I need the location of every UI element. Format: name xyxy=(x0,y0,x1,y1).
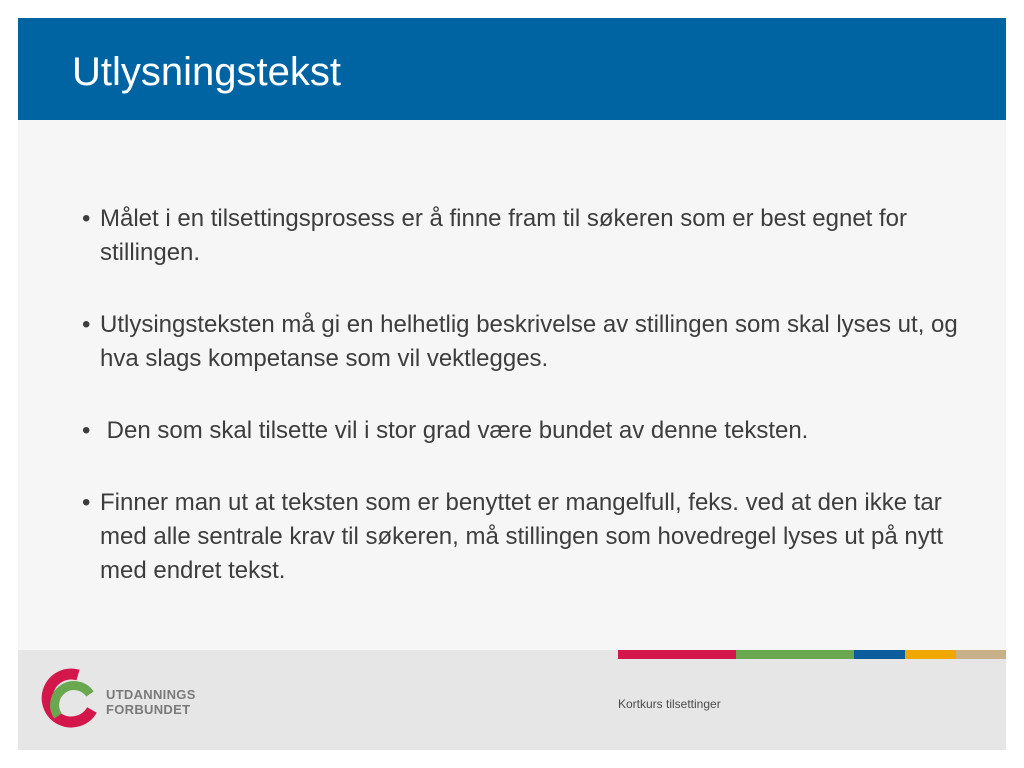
utdanningsforbundet-logo-icon xyxy=(38,666,102,730)
bullet-icon: • xyxy=(82,205,91,232)
footer-label: Kortkurs tilsettinger xyxy=(618,697,721,711)
logo-wordmark xyxy=(106,687,196,717)
bullet-icon: • xyxy=(82,417,91,444)
color-strip-green xyxy=(736,650,854,659)
title-bar xyxy=(18,18,1006,120)
slide-title: Utlysningstekst xyxy=(72,50,341,94)
slide xyxy=(18,18,1006,750)
bullet-list xyxy=(78,202,978,626)
color-strip-blue xyxy=(854,650,905,659)
bullet-item xyxy=(78,414,978,448)
bullet-text: Den som skal tilsette vil i stor grad være bundet av denne teksten. xyxy=(100,417,809,444)
bullet-icon: • xyxy=(82,311,91,338)
bullet-item xyxy=(78,308,978,376)
bullet-text: Målet i en tilsettingsprosess er å finne fram til søkeren som er best egnet for stillingen. xyxy=(100,205,908,266)
color-strip-red xyxy=(618,650,736,659)
logo-line-2: FORBUNDET xyxy=(106,702,191,717)
bullet-text: Finner man ut at teksten som er benyttet er mangelfull, feks. ved at den ikke tar med alle sentrale krav til søkeren, må stillingen som hovedregel lyses ut på nytt med endret tekst. xyxy=(100,489,944,584)
bullet-item xyxy=(78,486,978,588)
bullet-item xyxy=(78,202,978,270)
bullet-icon: • xyxy=(82,489,91,516)
color-strip-yellow xyxy=(905,650,956,659)
bullet-text: Utlysingsteksten må gi en helhetlig beskrivelse av stillingen som skal lyses ut, og hva slags kompetanse som vil vektlegges. xyxy=(100,311,958,372)
color-strip-beige xyxy=(956,650,1006,659)
logo-line-1: UTDANNINGS xyxy=(106,687,196,702)
